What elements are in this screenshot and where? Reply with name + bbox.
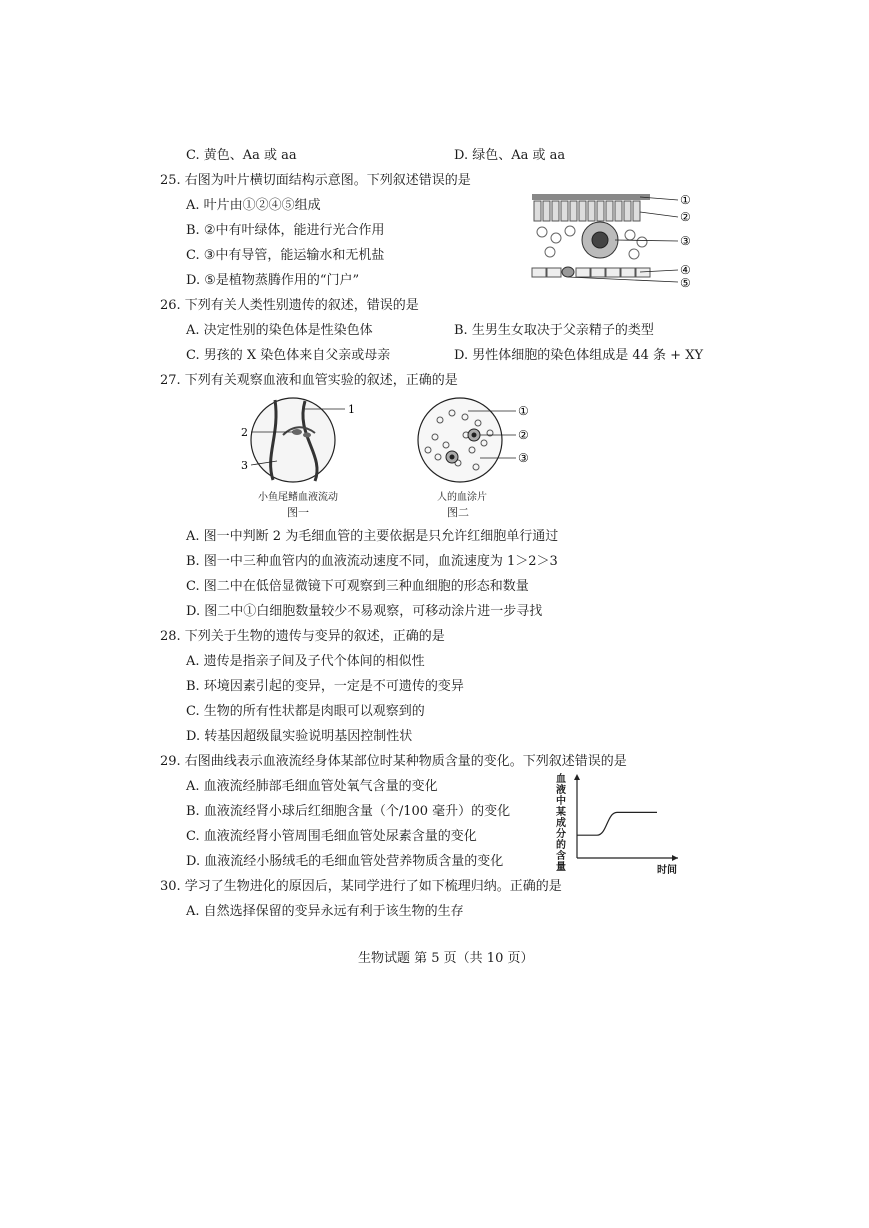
fig2-title: 图二 bbox=[447, 506, 469, 519]
fig1-title: 图一 bbox=[287, 506, 309, 519]
q29-graph-ylabel: 血液中某成分的含量 bbox=[556, 774, 566, 873]
stoma bbox=[562, 267, 574, 277]
fig2-caption: 人的血涂片 bbox=[437, 492, 487, 503]
q28-option-d: D. 转基因超级鼠实验说明基因控制性状 bbox=[186, 729, 413, 744]
fig2-label-2: ② bbox=[518, 428, 529, 442]
q26-stem: 26. 下列有关人类性别遗传的叙述，错误的是 bbox=[160, 298, 419, 313]
fig1-caption: 小鱼尾鳍血液流动 bbox=[258, 492, 338, 503]
figure-two-blood-smear bbox=[410, 395, 540, 490]
q26-option-c: C. 男孩的 X 染色体来自父亲或母亲 bbox=[186, 348, 391, 363]
q29-option-c: C. 血液流经肾小管周围毛细血管处尿素含量的变化 bbox=[186, 829, 477, 844]
q24-option-d: D. 绿色、Aa 或 aa bbox=[454, 148, 566, 163]
q27-stem: 27. 下列有关观察血液和血管实验的叙述，正确的是 bbox=[160, 373, 458, 388]
q27-option-a: A. 图一中判断 2 为毛细血管的主要依据是只允许红细胞单行通过 bbox=[186, 529, 559, 544]
y-axis-arrow bbox=[574, 774, 580, 780]
q25-option-d: D. ⑤是植物蒸腾作用的“门户” bbox=[186, 273, 360, 288]
lower-epidermis bbox=[532, 268, 650, 277]
q25-option-c: C. ③中有导管，能运输水和无机盐 bbox=[186, 248, 385, 263]
upper-epidermis bbox=[532, 194, 650, 200]
q28-option-b: B. 环境因素引起的变异，一定是不可遗传的变异 bbox=[186, 679, 464, 694]
q25-stem: 25. 右图为叶片横切面结构示意图。下列叙述错误的是 bbox=[160, 173, 471, 188]
q28-option-c: C. 生物的所有性状都是肉眼可以观察到的 bbox=[186, 704, 425, 719]
fig2-label-1: ① bbox=[518, 404, 529, 418]
leaf-label-1: ① bbox=[680, 193, 691, 207]
fig2-label-3: ③ bbox=[518, 451, 529, 465]
q28-option-a: A. 遗传是指亲子间及子代个体间的相似性 bbox=[186, 654, 425, 669]
fig1-label-1: 1 bbox=[348, 403, 355, 416]
content-curve bbox=[577, 812, 657, 835]
q27-option-d: D. 图二中①白细胞数量较少不易观察，可移动涂片进一步寻找 bbox=[186, 604, 543, 619]
q26-option-b: B. 生男生女取决于父亲精子的类型 bbox=[454, 323, 654, 338]
q29-stem: 29. 右图曲线表示血液流经身体某部位时某种物质含量的变化。下列叙述错误的是 bbox=[160, 754, 627, 769]
q28-stem: 28. 下列关于生物的遗传与变异的叙述，正确的是 bbox=[160, 629, 445, 644]
q24-option-c: C. 黄色、Aa 或 aa bbox=[186, 148, 297, 163]
fig1-label-2: 2 bbox=[241, 426, 248, 439]
fig1-label-3: 3 bbox=[241, 459, 248, 472]
q29-graph-xlabel: 时间 bbox=[657, 865, 677, 876]
q29-option-d: D. 血液流经小肠绒毛的毛细血管处营养物质含量的变化 bbox=[186, 854, 504, 869]
page-footer: 生物试题 第 5 页（共 10 页） bbox=[358, 951, 534, 966]
palisade-layer bbox=[534, 201, 640, 221]
leaf-label-4: ④ bbox=[680, 263, 691, 277]
q26-option-d: D. 男性体细胞的染色体组成是 44 条 + XY bbox=[454, 348, 704, 363]
leaf-cross-section-figure bbox=[530, 190, 710, 295]
q30-option-a: A. 自然选择保留的变异永远有利于该生物的生存 bbox=[186, 904, 464, 919]
q25-option-b: B. ②中有叶绿体，能进行光合作用 bbox=[186, 223, 385, 238]
q27-option-b: B. 图一中三种血管内的血液流动速度不同，血流速度为 1＞2＞3 bbox=[186, 554, 558, 569]
leaf-label-5: ⑤ bbox=[680, 276, 691, 290]
q30-stem: 30. 学习了生物进化的原因后，某同学进行了如下梳理归纳。正确的是 bbox=[160, 879, 562, 894]
q29-option-b: B. 血液流经肾小球后红细胞含量（个/100 毫升）的变化 bbox=[186, 804, 511, 819]
q26-option-a: A. 决定性别的染色体是性染色体 bbox=[186, 323, 373, 338]
q29-line-graph bbox=[552, 772, 682, 872]
figure-one-fish-tail bbox=[235, 395, 365, 490]
leaf-label-3: ③ bbox=[680, 234, 691, 248]
q25-option-a: A. 叶片由①②④⑤组成 bbox=[186, 198, 321, 213]
q29-option-a: A. 血液流经肺部毛细血管处氧气含量的变化 bbox=[186, 779, 438, 794]
leaf-label-2: ② bbox=[680, 210, 691, 224]
q27-option-c: C. 图二中在低倍显微镜下可观察到三种血细胞的形态和数量 bbox=[186, 579, 529, 594]
